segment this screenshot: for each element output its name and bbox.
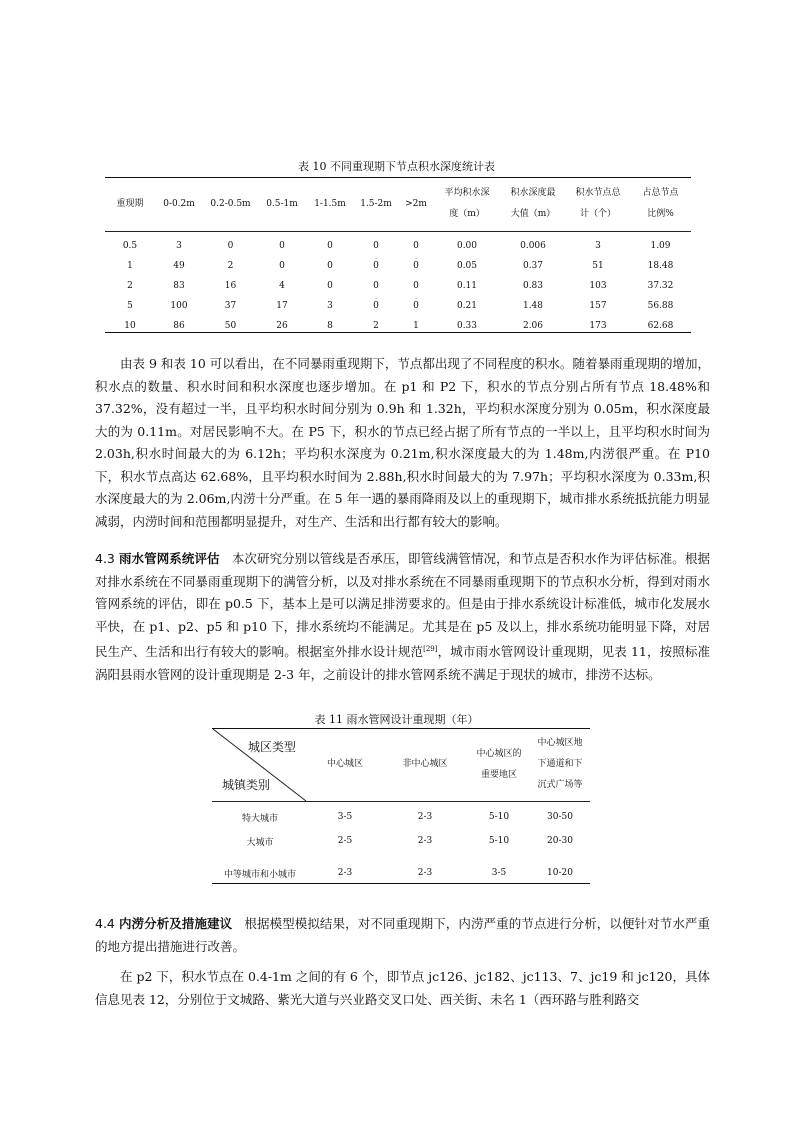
section-title: 雨水管网系统评估 bbox=[118, 551, 220, 566]
table-row bbox=[105, 230, 691, 256]
table-row bbox=[105, 296, 691, 316]
section-text: 本次研究分别以管线是否承压，即管线满管情况，和节点是否积水作为评估标准。根据对排水系统在不同暴雨重现期下的满管分析，以及对排水系统在不同暴雨重现期下的节点积水分析，得到对雨水管网系统的评估，即在 p0.5 下，基本上是可以满足排涝要求的。但是由于排水系统设计标准低，城市化发展水平快，在 p1、p2、p5 和 p10 下，排水系统均不能满足。尤其是在 p5 及以上，排水系统功能明显下降，对居民生产、生活和出行有较大的影响。根据室外排水设计规范 bbox=[95, 551, 710, 660]
table-cell: 86 bbox=[173, 321, 185, 331]
table10-header-cell: 0-0.2m bbox=[163, 198, 195, 209]
table-cell: 50 bbox=[224, 321, 237, 331]
table11-header-cell: 中心城区的重要地区 bbox=[476, 748, 522, 780]
table-cell: 3-5 bbox=[337, 812, 353, 822]
body-paragraph: 由表 9 和表 10 可以看出，在不同暴雨重现期下，节点都出现了不同程度的积水。随着暴雨重现期的增加，积水点的数量、积水时间和积水深度也逐步增加。在 p1 和 P2 下，积水的节点分别占所有节点 18.48%和 37.32%，没有超过一半，且平均积水时间分别为 0.9h 和 1.32h，平均积水深度分别为 0.05m，积水深度最大的为 0.11m。对居民影响不大。在 P5 下，积水的节点已经占据了所有节点的一半以上，且平均积水时间为 2.03h,积水时间最大的为 6.12h；平均积水深度为 0.21m,积水深度最大的为 1.48m,内涝很严重。在 P10 下，积水节点高达 62.68%，且平均积水时间为 2.88h,积水时间最大的为 7.97h；平均积水深度为 0.33m,积水深度最大的为 2.06m,内涝十分严重。在 5 年一遇的暴雨降雨及以上的重现期下，城市排水系统抵抗能力明显减弱，内涝时间和范围都明显提升，对生产、生活和出行都有较大的影响。 bbox=[95, 356, 710, 529]
section-number: 4.4 bbox=[95, 916, 115, 931]
table10-header-cell: 1.5-2m bbox=[360, 198, 392, 209]
table-cell: 中等城市和小城市 bbox=[223, 869, 296, 880]
table10-header-cell: 积水深度最大值（m） bbox=[510, 188, 556, 219]
table11-header-row bbox=[212, 728, 590, 801]
table-cell: 0 bbox=[279, 241, 285, 251]
table-cell: 16 bbox=[224, 281, 237, 291]
table-cell: 5-10 bbox=[488, 812, 510, 822]
section-title: 内涝分析及措施建议 bbox=[118, 916, 233, 931]
table-row bbox=[105, 256, 691, 276]
section-text: 根据模型模拟结果，对不同重现期下，内涝严重的节点进行分析，以便针对节水严重的地方提出措施进行改善。 bbox=[95, 916, 710, 954]
table-cell: 0 bbox=[327, 241, 333, 251]
table-cell: 2-3 bbox=[417, 868, 433, 878]
table-cell: 5-10 bbox=[488, 836, 510, 846]
table-cell: 0 bbox=[373, 241, 379, 251]
table11 bbox=[212, 728, 590, 885]
table-cell: 0 bbox=[373, 281, 379, 291]
table-cell: 8 bbox=[327, 321, 333, 331]
table-cell: 2.06 bbox=[522, 321, 544, 331]
table11-corner-top: 城区类型 bbox=[248, 740, 297, 754]
table-cell: 1 bbox=[127, 261, 133, 271]
table-cell: 51 bbox=[592, 261, 604, 271]
table-cell: 1 bbox=[413, 321, 419, 331]
table11-corner-bottom: 城镇类别 bbox=[222, 778, 271, 792]
table-row bbox=[105, 316, 691, 336]
table-cell: 0.37 bbox=[522, 261, 544, 271]
table-cell: 3 bbox=[176, 241, 182, 251]
table-cell: 4 bbox=[279, 281, 285, 291]
table-cell: 5 bbox=[127, 301, 133, 311]
table-cell: 0 bbox=[413, 261, 419, 271]
body-paragraph: 在 p2 下，积水节点在 0.4-1m 之间的有 6 个，即节点 jc126、jc182、jc113、7、jc19 和 jc120，具体信息见表 12，分别位于文城路、紫光大道与兴业路交叉口处、西关街、未名 1（西环路与胜利路交 bbox=[95, 969, 710, 1007]
table11-caption: 表 11 雨水管网设计重现期（年） bbox=[314, 713, 479, 726]
table-cell: 大城市 bbox=[246, 837, 274, 848]
table-cell: 10-20 bbox=[547, 868, 573, 878]
table-cell: 1.09 bbox=[650, 241, 671, 251]
table-cell: 0.11 bbox=[456, 281, 478, 291]
table-cell: 26 bbox=[276, 321, 288, 331]
table-cell: 37.32 bbox=[647, 281, 674, 291]
table10-header-cell: >2m bbox=[405, 198, 427, 209]
table-cell: 0 bbox=[413, 281, 419, 291]
table-cell: 0.33 bbox=[456, 321, 478, 331]
table-row bbox=[212, 853, 590, 885]
table-cell: 3 bbox=[327, 301, 333, 311]
table-cell: 0 bbox=[327, 261, 333, 271]
table-cell: 2-3 bbox=[417, 812, 433, 822]
table-cell: 62.68 bbox=[647, 321, 674, 331]
table-cell: 18.48 bbox=[647, 261, 674, 271]
table-cell: 0 bbox=[413, 301, 419, 311]
table-cell: 49 bbox=[173, 261, 185, 271]
table-cell: 103 bbox=[589, 281, 607, 291]
table-row bbox=[105, 276, 691, 296]
table10-header-cell: 重现期 bbox=[116, 198, 144, 209]
table-cell: 157 bbox=[589, 301, 607, 311]
table-cell: 0.05 bbox=[456, 261, 478, 271]
table11-header-cell: 中心城区 bbox=[326, 759, 363, 769]
table11-header-cell: 非中心城区 bbox=[402, 759, 448, 769]
table-cell: 83 bbox=[173, 281, 185, 291]
table-cell: 0.83 bbox=[522, 281, 544, 291]
table-cell: 0 bbox=[227, 241, 234, 251]
table-cell: 1.48 bbox=[522, 301, 544, 311]
table-cell: 37 bbox=[224, 301, 237, 311]
table-cell: 10 bbox=[124, 321, 136, 331]
table-cell: 0 bbox=[413, 241, 419, 251]
table-cell: 2 bbox=[127, 281, 133, 291]
table10-header-cell: 积水节点总计（个） bbox=[575, 188, 621, 219]
table-cell: 2-5 bbox=[337, 836, 353, 846]
table10-header-cell: 0.5-1m bbox=[266, 198, 298, 209]
table10-header-cell: 0.2-0.5m bbox=[210, 198, 251, 209]
citation: [29] bbox=[423, 645, 438, 653]
table-cell: 173 bbox=[589, 321, 607, 331]
table-cell: 2 bbox=[227, 261, 234, 271]
table-cell: 3 bbox=[595, 241, 601, 251]
table-cell: 100 bbox=[170, 301, 188, 311]
table-cell: 56.88 bbox=[647, 301, 674, 311]
section-4-3 bbox=[95, 548, 710, 686]
table10 bbox=[105, 178, 691, 336]
table-cell: 0.21 bbox=[456, 301, 478, 311]
table10-header-row bbox=[105, 178, 691, 230]
table10-caption: 表 10 不同重现期下节点积水深度统计表 bbox=[298, 160, 495, 173]
table-cell: 0.5 bbox=[122, 241, 138, 251]
table-cell: 3-5 bbox=[491, 868, 507, 878]
table-row bbox=[212, 801, 590, 829]
section-number: 4.3 bbox=[95, 551, 115, 566]
table-cell: 0.00 bbox=[456, 241, 478, 251]
table-cell: 2 bbox=[373, 321, 379, 331]
table-row bbox=[212, 829, 590, 853]
section-text: ，城市雨水管网设计重现期，见表 11，按照标准涡阳县雨水管网的设计重现期是 2-3 年，之前设计的排水管网系统不满足于现状的城市，排涝不达标。 bbox=[95, 644, 710, 682]
table-cell: 0 bbox=[327, 281, 333, 291]
table-cell: 2-3 bbox=[417, 836, 433, 846]
table11-corner-cell bbox=[212, 728, 308, 801]
table-cell: 特大城市 bbox=[241, 813, 278, 824]
table-cell: 30-50 bbox=[547, 812, 573, 822]
table-cell: 0 bbox=[373, 301, 379, 311]
table-cell: 20-30 bbox=[547, 836, 573, 846]
table10-header-cell: 1-1.5m bbox=[314, 198, 346, 209]
table11-header-cell: 中心城区地下通道和下沉式广场等 bbox=[537, 738, 583, 790]
table-cell: 0.006 bbox=[520, 241, 546, 251]
table-cell: 2-3 bbox=[337, 868, 353, 878]
section-4-4 bbox=[95, 913, 710, 958]
table-cell: 0 bbox=[279, 261, 285, 271]
table10-header-cell: 占总节点比例% bbox=[642, 188, 679, 219]
table10-header-cell: 平均积水深度（m） bbox=[444, 188, 490, 219]
table-cell: 0 bbox=[373, 261, 379, 271]
table-cell: 17 bbox=[276, 301, 288, 311]
